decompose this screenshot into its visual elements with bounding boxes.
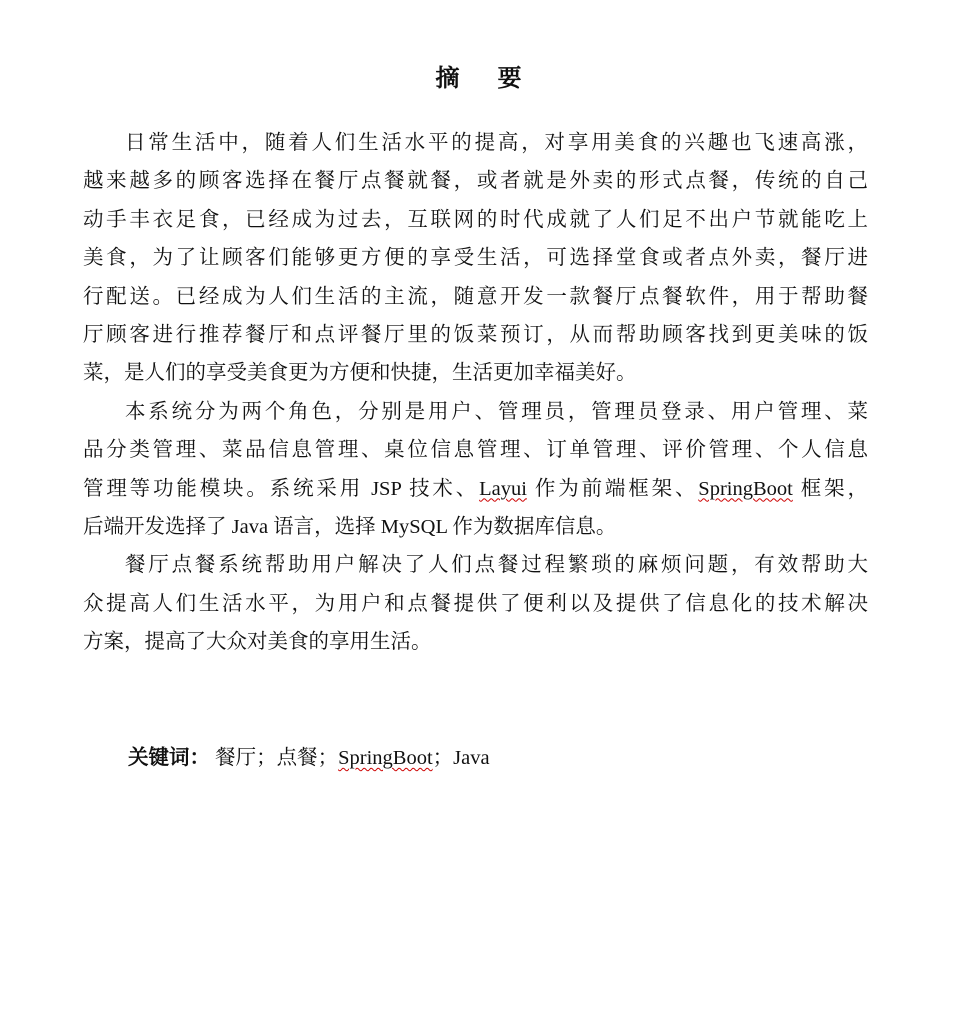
spellcheck-underlined-text: SpringBoot <box>698 477 793 500</box>
keyword-item: 餐厅； <box>215 747 277 769</box>
paragraph-3-line <box>83 546 868 584</box>
text-segment: 日常生活中，随着人们生活水平的提高，对享用美食的兴趣也飞速高涨， <box>125 132 868 154</box>
text-segment: 管理等功能模块。系统采用 JSP 技术、 <box>83 477 480 500</box>
paragraph-1-line <box>83 201 868 239</box>
text-segment: 作为前端框架、 <box>526 477 699 500</box>
abstract-body <box>83 124 868 661</box>
paragraph-1-line <box>83 278 868 316</box>
text-segment: 方案，提高了大众对美食的享用生活。 <box>83 631 432 654</box>
text-segment: 厅顾客进行推荐餐厅和点评餐厅里的饭菜预订，从而帮助顾客找到更美味的饭 <box>83 323 868 346</box>
keyword-item: 点餐； <box>276 747 339 769</box>
keyword-item: ； <box>432 747 454 769</box>
keywords-line <box>128 740 490 776</box>
text-segment: 美食，为了让顾客们能够更方便的享受生活，可选择堂食或者点外卖，餐厅进 <box>83 247 868 270</box>
paragraph-2-line <box>83 431 868 469</box>
text-segment: 后端开发选择了 Java 语言，选择 MySQL 作为数据库信息。 <box>83 515 617 538</box>
paragraph-2-line <box>83 508 868 546</box>
text-segment: 动手丰衣足食，已经成为过去，互联网的时代成就了人们足不出户节就能吃上 <box>83 208 868 231</box>
paragraph-1-line <box>83 162 868 200</box>
page-title: 摘要 <box>435 66 560 92</box>
text-segment: 越来越多的顾客选择在餐厅点餐就餐，或者就是外卖的形式点餐，传统的自己 <box>83 170 868 193</box>
text-segment: 众提高人们生活水平，为用户和点餐提供了便利以及提供了信息化的技术解决 <box>83 592 868 615</box>
text-segment: 框架， <box>792 477 868 500</box>
text-segment: 行配送。已经成为人们生活的主流，随意开发一款餐厅点餐软件，用于帮助餐 <box>83 285 868 308</box>
paragraph-3-line <box>83 585 868 623</box>
text-segment: 品分类管理、菜品信息管理、桌位信息管理、订单管理、评价管理、个人信息 <box>83 439 868 462</box>
paragraph-1-line <box>83 124 868 162</box>
paragraph-1-line <box>83 354 868 392</box>
paragraph-2-line <box>83 393 868 431</box>
paragraph-2-line <box>83 470 868 508</box>
spellcheck-underlined-text: Layui <box>479 477 527 500</box>
keyword-item: Java <box>453 747 490 769</box>
paragraph-1-line <box>83 316 868 354</box>
paragraph-3-line <box>83 623 868 661</box>
text-segment: 菜，是人们的享受美食更为方便和快捷，生活更加幸福美好。 <box>83 362 637 385</box>
text-segment: 本系统分为两个角色，分别是用户、管理员，管理员登录、用户管理、菜 <box>125 400 868 423</box>
keywords-label: 关键词： <box>128 747 210 769</box>
keyword-item: SpringBoot <box>338 747 433 769</box>
paragraph-1-line <box>83 239 868 277</box>
text-segment: 餐厅点餐系统帮助用户解决了人们点餐过程繁琐的麻烦问题，有效帮助大 <box>125 554 868 577</box>
